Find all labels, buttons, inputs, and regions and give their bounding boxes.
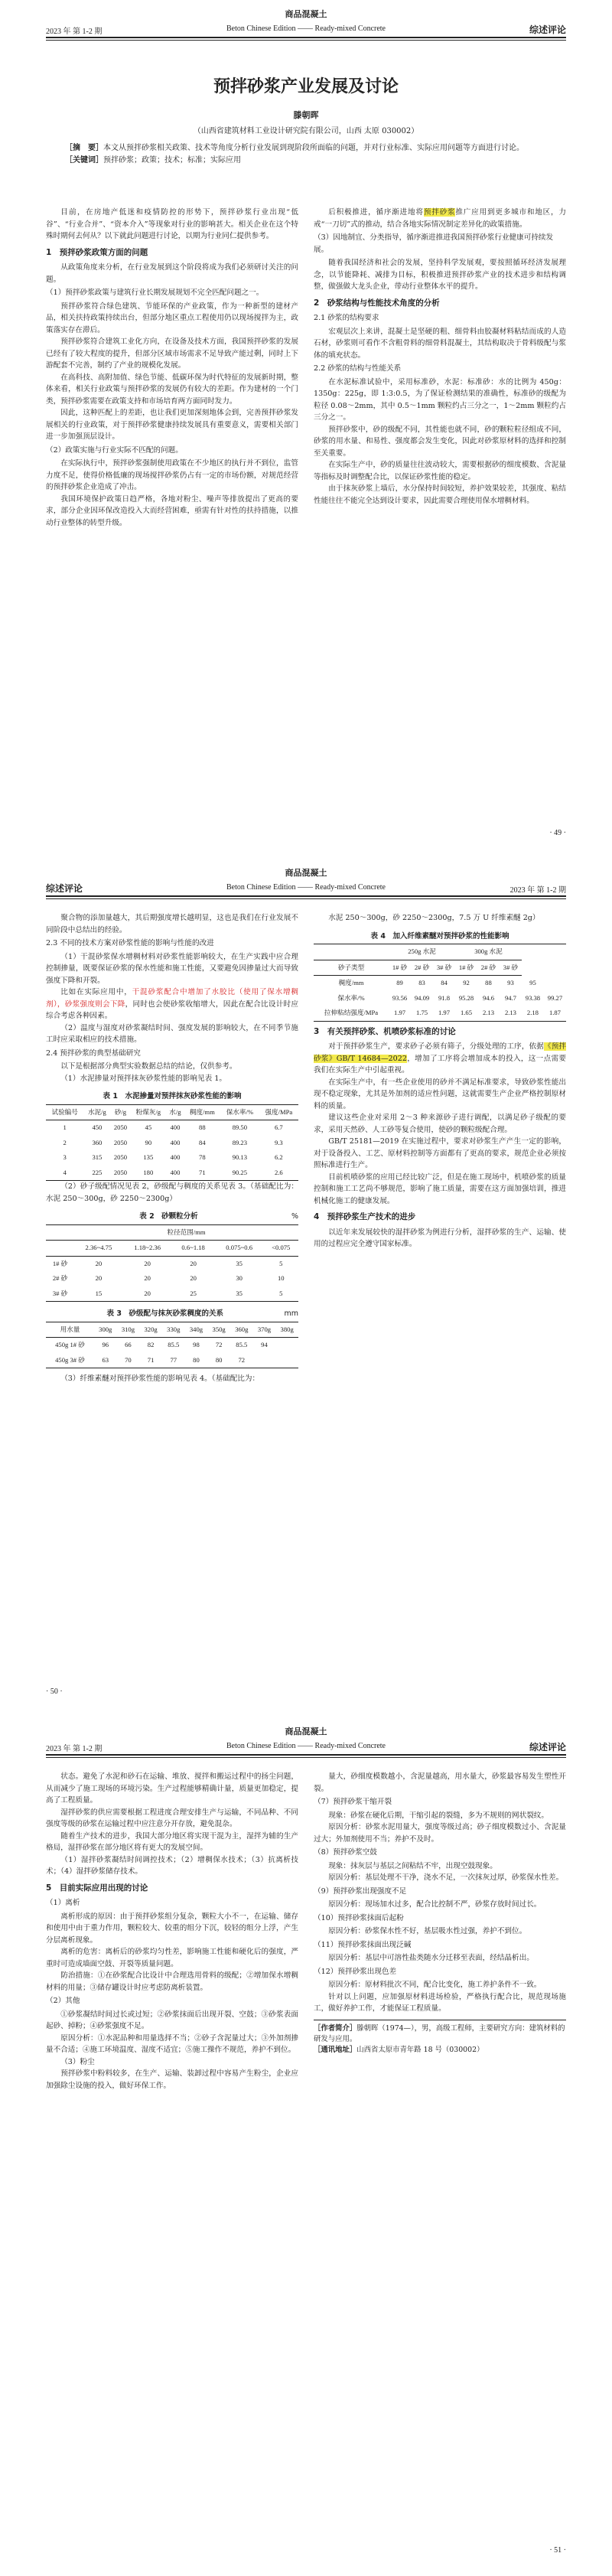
subsection-heading: （10）预拌砂浆抹面后起粉 bbox=[314, 1913, 404, 1922]
table-header-cell: <0.075 bbox=[264, 1241, 298, 1257]
table-cell: 93 bbox=[507, 979, 514, 986]
table-header-cell: 3# 砂 bbox=[500, 960, 522, 976]
table-cell: 1.65 bbox=[460, 1009, 473, 1016]
paragraph-fragment: ，增加了工序将会增加成本的投入，这一点需要我们在实际生产中引起重视。 bbox=[314, 1054, 566, 1074]
table-cell: 2.13 bbox=[482, 1009, 494, 1016]
table-cell: 拉伸粘结强度/MPa bbox=[324, 1009, 379, 1016]
table2-caption bbox=[46, 1211, 298, 1223]
table-cell: 80 bbox=[215, 1355, 223, 1364]
subsection-heading: （2）政策实施与行业实际不匹配的问题。 bbox=[46, 445, 183, 455]
article-author: 滕朝晖 bbox=[293, 110, 319, 120]
table4-body bbox=[314, 976, 566, 1022]
table2-caption-text: 表 2 砂颗粒分析 bbox=[139, 1212, 198, 1221]
table3-body bbox=[46, 1338, 298, 1368]
page1-left-column bbox=[46, 207, 298, 529]
table-cell: 1.97 bbox=[394, 1009, 406, 1016]
keywords bbox=[65, 155, 547, 167]
table-header-cell: 0.6~1.18 bbox=[172, 1241, 215, 1257]
table-cell: 2050 bbox=[113, 1153, 128, 1161]
table-header-cell: 310g bbox=[117, 1322, 140, 1338]
table-row bbox=[314, 1006, 566, 1021]
table-cell: 4 bbox=[63, 1168, 67, 1176]
table-header-cell: 粉煤灰/g bbox=[130, 1104, 166, 1120]
table-cell: 15 bbox=[95, 1289, 103, 1297]
table3-caption-text: 表 3 砂级配与抹灰砂浆稠度的关系 bbox=[106, 1309, 223, 1318]
table-cell: 84 bbox=[441, 979, 448, 986]
table-cell: 5 bbox=[279, 1289, 283, 1297]
section-heading: 2 砂浆结构与性能技术角度的分析 bbox=[314, 298, 440, 308]
contact-info bbox=[314, 2045, 566, 2056]
table-cell: 315 bbox=[92, 1153, 103, 1161]
page2-right-column bbox=[314, 912, 566, 1251]
table3-caption bbox=[46, 1308, 298, 1320]
table-cell: 2# 砂 bbox=[52, 1274, 68, 1282]
table-cell: 85.5 bbox=[168, 1341, 180, 1348]
table-row bbox=[46, 1256, 298, 1271]
header-rule-thin bbox=[46, 40, 566, 41]
author-footnote bbox=[314, 2020, 566, 2056]
table-cell: 400 bbox=[170, 1168, 181, 1176]
paragraph: 原因分析：砂浆保水性不好，基层吸水性过强，养护不到位。 bbox=[328, 1927, 527, 1935]
table-cell: 94 bbox=[261, 1341, 268, 1348]
table-cell: 35 bbox=[236, 1259, 243, 1267]
table-cell: 80 bbox=[193, 1355, 200, 1364]
red-annotated-text: 干混砂浆配合中增加了水胶比（使用了保水增稠剂），砂浆强度则会下降 bbox=[46, 988, 299, 1009]
abstract-label: ［摘 要］ bbox=[65, 144, 103, 152]
keywords-label: ［关键词］ bbox=[65, 156, 103, 165]
table-cell bbox=[253, 1353, 276, 1368]
author-info-label: ［作者简介］ bbox=[314, 2023, 357, 2033]
table1-header-row bbox=[46, 1104, 298, 1120]
page2-right-bottom bbox=[314, 1211, 566, 1251]
journal-brand: 商品混凝土 bbox=[285, 9, 327, 19]
table-cell bbox=[275, 1338, 298, 1353]
paragraph: 宏观层次上来讲，混凝土是坚硬的粗、细骨料由胶凝材料粘结而成的人造石材，砂浆则可看作不含粗骨料的细骨料混凝土，其结构取决于骨料级配与浆体的填充状态。 bbox=[314, 327, 566, 360]
paragraph: 预拌砂浆符合绿色建筑、节能环保的产业政策，作为一种新型的建材产品，相关扶持政策持续出台，但部分地区重点工程使用仍以现场搅拌为主，政策落实存在滞后。 bbox=[46, 302, 298, 334]
paragraph: 聚合物的添加量越大，其后期强度增长越明显，这也是我们在行业发展不同阶段中总结出的经验。 bbox=[46, 914, 298, 934]
subsection-heading: 2.2 砂浆的结构与性能关系 bbox=[314, 364, 402, 373]
paragraph: 预拌砂浆中粉料较多，在生产、运输、装卸过程中容易产生粉尘，企业应加强除尘设施的投入，做好环保工作。 bbox=[46, 2069, 298, 2090]
table-header-cell: 360g bbox=[230, 1322, 253, 1338]
subsection-heading: （11）预拌砂浆抹面出现泛碱 bbox=[314, 1940, 412, 1949]
table-header-cell: 340g bbox=[185, 1322, 208, 1338]
subsection-heading: 2.4 预拌砂浆的典型基础研究 bbox=[46, 1048, 141, 1058]
contact-text: 山西省太原市青年路 18 号（030002） bbox=[356, 2045, 484, 2054]
paragraph: 湿拌砂浆的供应需要根据工程进度合理安排生产与运输，不同品种、不同强度等级的砂浆在运输过程中应注意分开存放，避免混杂。 bbox=[46, 1808, 298, 1828]
issue-label: 2023 年 第 1-2 期 bbox=[46, 28, 103, 36]
subsection-heading: （9）预拌砂浆出现强度不足 bbox=[314, 1886, 407, 1896]
page-number: · 50 · bbox=[46, 1687, 63, 1696]
table-header-cell bbox=[46, 1241, 74, 1257]
paragraph: 原因分析：砂浆水泥用量大，强度等级过高；砂子细度模数过小、含泥量过大；外加剂使用不当；养护不及时。 bbox=[314, 1823, 566, 1844]
table-header-cell: 砂子类型 bbox=[314, 960, 389, 976]
table-header-cell: 300g bbox=[94, 1322, 117, 1338]
table-row bbox=[46, 1271, 298, 1286]
table-cell: 9.3 bbox=[274, 1138, 283, 1146]
abstract-block bbox=[65, 142, 547, 167]
page3-right-column bbox=[314, 1771, 566, 2056]
subsection-heading: （7）预拌砂浆干缩开裂 bbox=[314, 1798, 392, 1806]
highlighted-term: 预拌砂浆 bbox=[423, 208, 456, 217]
section-heading: 1 预拌砂浆政策方面的问题 bbox=[46, 247, 148, 257]
table-cell: 2.13 bbox=[504, 1009, 516, 1016]
journal-brand: 商品混凝土 bbox=[285, 1727, 327, 1736]
table-cell: 93.38 bbox=[525, 993, 541, 1002]
table-row bbox=[46, 1150, 298, 1166]
table-cell: 400 bbox=[170, 1153, 181, 1161]
table-header-cell: 水/g bbox=[166, 1104, 184, 1120]
running-header bbox=[46, 866, 566, 909]
table-row bbox=[314, 991, 566, 1006]
paragraph: 在水泥标准试验中，采用标准砂，水泥：标准砂：水的比例为 450g：1350g：225g，即 1:3:0.5，为了保证检测结果的准确性，标准砂的级配为粒径 0.08～2mm，其中 0.5～1mm 颗粒约占三分之一，1～2mm 颗粒约占三分之一。 bbox=[314, 377, 566, 422]
table-cell: 20 bbox=[144, 1259, 151, 1267]
paragraph: GB/T 25181—2019 在实施过程中，要求对砂浆生产产生一定的影响，对于设备投入、工艺、原材料控制等方面都有了更高的要求，规范企业必须按照标准进行生产。 bbox=[314, 1137, 566, 1169]
table-header-cell: 稠度/mm bbox=[184, 1104, 220, 1120]
table-cell: 92 bbox=[463, 979, 470, 986]
table2-unit: % bbox=[291, 1212, 298, 1221]
page2-left-column bbox=[46, 912, 298, 1385]
paragraph: 原因分析：现场加水过多，配合比控制不严，砂浆存放时间过长。 bbox=[328, 1900, 542, 1909]
table-cell: 135 bbox=[143, 1153, 154, 1161]
contact-label: ［通讯地址］ bbox=[314, 2045, 357, 2054]
page2-left-bottom bbox=[46, 1373, 298, 1385]
table-header-cell: 1# 砂 bbox=[389, 960, 411, 976]
table-cell: 1# 砂 bbox=[52, 1259, 68, 1267]
paragraph: 在实际生产中，有一些企业使用的砂并不满足标准要求，导致砂浆性能出现不稳定现象，尤其是外加剂的适应性问题，这就需要生产企业严格控制原材料的质量。 bbox=[314, 1078, 566, 1110]
paragraph: 原因分析：基层中可溶性盐类随水分迁移至表面，经结晶析出。 bbox=[328, 1954, 534, 1962]
table4-caption: 表 4 加入纤维素醚对预拌砂浆的性能影响 bbox=[370, 931, 509, 941]
table-cell: 2050 bbox=[113, 1168, 128, 1176]
paragraph: 建议这些企业对采用 2～3 种来源砂子进行调配，以满足砂子级配的要求，采用天然砂、人工砂等复合使用，使砂的颗粒级配合理。 bbox=[314, 1114, 566, 1134]
table-cell: 20 bbox=[95, 1259, 103, 1267]
page-number: · 49 · bbox=[549, 829, 566, 837]
table-cell: 1.75 bbox=[416, 1009, 428, 1016]
table-cell: 88 bbox=[199, 1123, 206, 1131]
table-header-cell: 1.18~2.36 bbox=[123, 1241, 172, 1257]
page2-right-mid bbox=[314, 1026, 566, 1208]
table3-unit: mm bbox=[284, 1309, 298, 1318]
paragraph: 防治措施：①在砂浆配合比设计中合理选用骨料的级配；②增加保水增稠材料的用量；③储存罐设计时应考虑防离析装置。 bbox=[46, 1971, 298, 1992]
table-header-cell: 320g bbox=[139, 1322, 162, 1338]
paragraph: （2）砂子级配情况见表 2，砂级配与稠度的关系见表 3。（基础配比为：水泥 250～300g，砂 2250～2300g） bbox=[46, 1182, 298, 1203]
paragraph: 现象：砂浆在硬化后期，干缩引起的裂缝，多为不规则的网状裂纹。 bbox=[328, 1811, 549, 1820]
header-rule-thin bbox=[46, 1757, 566, 1758]
page3-left-column bbox=[46, 1771, 298, 2092]
table-cell: 93.56 bbox=[392, 993, 408, 1002]
table-cell: 3# 砂 bbox=[52, 1289, 68, 1297]
paragraph: 原因分析：原材料批次不同，配合比变化，施工养护条件不一致。 bbox=[328, 1981, 542, 1989]
header-rule-thin bbox=[46, 898, 566, 899]
table-cell: 2 bbox=[63, 1138, 67, 1146]
table-cell: 90.13 bbox=[232, 1153, 248, 1161]
table-row bbox=[46, 1166, 298, 1181]
table-cell: 77 bbox=[170, 1355, 177, 1364]
table4-group-row bbox=[314, 944, 566, 960]
table-cell: 30 bbox=[236, 1274, 243, 1282]
paragraph: 原因分析：①水泥品种和用量选择不当；②砂子含泥量过大；③外加剂掺量不合适；④施工环境温度、湿度不适宜；⑤施工操作不规范，养护不到位。 bbox=[46, 2033, 298, 2054]
paragraph: 预拌砂浆符合建筑工业化方向，在设备及技术方面，我国预拌砂浆的发展已经有了较大程度的提升，但部分区域市场需求不足导致产能过剩，同时上下游配套不完善，制约了产业的规模化发展。 bbox=[46, 337, 298, 370]
table-row bbox=[46, 1353, 298, 1368]
table-cell: 20 bbox=[95, 1274, 103, 1282]
table-cell: 96 bbox=[102, 1341, 109, 1348]
subsection-heading: 2.3 不同的技术方案对砂浆性能的影响与性能的改进 bbox=[46, 939, 214, 947]
table-header-cell: 3# 砂 bbox=[433, 960, 455, 976]
table-header-cell: 强度/MPa bbox=[259, 1104, 298, 1120]
table-cell: 94.6 bbox=[482, 993, 494, 1002]
table-cell: 94.09 bbox=[414, 993, 430, 1002]
table-cell: 360 bbox=[92, 1138, 103, 1146]
paragraph: 针对以上问题，应加强原材料进场检验，严格执行配合比，规范现场施工，做好养护工作，才能保证工程质量。 bbox=[314, 1992, 566, 2013]
page2-left-top bbox=[46, 912, 298, 1084]
table-cell: 72 bbox=[215, 1341, 223, 1348]
table-cell: 89.50 bbox=[232, 1123, 248, 1131]
table-cell: 71 bbox=[199, 1168, 206, 1176]
subsection-heading: （12）预拌砂浆出现色差 bbox=[314, 1967, 397, 1976]
table-cell: 20 bbox=[190, 1274, 197, 1282]
paragraph: 离析的危害：离析后的砂浆均匀性差，影响施工性能和硬化后的强度，严重时可造成墙面空鼓、开裂等质量问题。 bbox=[46, 1948, 298, 1968]
page2-left-mid bbox=[46, 1181, 298, 1205]
table-cell: 89.23 bbox=[232, 1138, 248, 1146]
table-cell: 91.8 bbox=[438, 993, 451, 1002]
table-cell: 稠度/mm bbox=[338, 979, 364, 986]
table-header-cell: 水泥/g bbox=[83, 1104, 110, 1120]
table-cell: 180 bbox=[143, 1168, 154, 1176]
table-cell: 3 bbox=[63, 1153, 67, 1161]
table-cell: 78 bbox=[199, 1153, 206, 1161]
table-cell: 400 bbox=[170, 1123, 181, 1131]
author-info bbox=[314, 2023, 566, 2045]
table-header-cell: 350g bbox=[207, 1322, 230, 1338]
table-cell: 25 bbox=[190, 1289, 197, 1297]
paragraph: 原因分析：基层处理不干净，浇水不足，一次抹灰过厚，砂浆保水性差。 bbox=[328, 1873, 564, 1882]
table-cell: 63 bbox=[102, 1355, 109, 1364]
table-cell: 72 bbox=[238, 1355, 246, 1364]
journal-edition: Beton Chinese Edition —— Ready-mixed Concrete bbox=[226, 1742, 386, 1750]
paragraph: 我国环境保护政策日趋严格，各地对粉尘、噪声等排放提出了更高的要求，部分企业因环保改造投入大而经营困难，亟需有针对性的扶持措施，以推动行业整体的转型升级。 bbox=[46, 494, 298, 527]
table-cell: 84 bbox=[199, 1138, 206, 1146]
table-cell: 95 bbox=[529, 978, 536, 986]
table-cell: 95.28 bbox=[458, 993, 474, 1002]
table-cell: 6.2 bbox=[274, 1153, 283, 1161]
table-header-cell: 370g bbox=[253, 1322, 276, 1338]
table-cell: 88 bbox=[485, 979, 492, 986]
paragraph: 预拌砂浆中，砂的级配不同，其性能也就不同，砂的颗粒粒径组成不同，砂浆的用水量、和易性、强度都会发生变化，因此对砂浆原材料的选择和控制至关重要。 bbox=[314, 425, 566, 458]
table-cell: 450g 1# 砂 bbox=[55, 1341, 85, 1348]
paragraph: 在实际生产中，砂的质量往往波动较大，需要根据砂的细度模数、含泥量等指标及时调整配合比，以保证砂浆性能的稳定。 bbox=[314, 461, 566, 481]
page1-right-column bbox=[314, 207, 566, 507]
column-label: 综述评论 bbox=[46, 883, 83, 894]
paragraph: 从政策角度来分析，在行业发展到这个阶段将成为我们必须研讨关注的问题。 bbox=[46, 263, 298, 284]
table-row bbox=[46, 1136, 298, 1151]
table2-group-header: 粒径范围/mm bbox=[74, 1224, 298, 1241]
table-cell: 2.6 bbox=[274, 1168, 283, 1176]
table-header-cell: 330g bbox=[162, 1322, 185, 1338]
table-cell: 20 bbox=[144, 1289, 151, 1297]
header-rule bbox=[46, 1754, 566, 1756]
table2-header-row bbox=[46, 1241, 298, 1257]
table-header-cell: 2.36~4.75 bbox=[74, 1241, 123, 1257]
paragraph: 离析形成的原因：由于预拌砂浆组分复杂，颗粒大小不一，在运输、储存和使用中由于重力作用，颗粒较大、较重的组分下沉，较轻的组分上浮，产生分层离析现象。 bbox=[46, 1912, 298, 1945]
abstract bbox=[65, 142, 547, 155]
paragraph: 后积极推进，循序渐进地将预拌砂浆推广应用到更多城市和地区，力戒“一刀切”式的推动，结合各地实际情况制定差异化的政策措施。 bbox=[314, 208, 567, 229]
table-cell: 82 bbox=[147, 1341, 155, 1348]
table-cell: 1 bbox=[63, 1123, 67, 1131]
section-heading: 5 目前实际应用出现的讨论 bbox=[46, 1883, 148, 1893]
paragraph: 目前，在房地产低迷和疫情防控的形势下，预拌砂浆行业出现“低谷”、“行业合并”、“资本介入”等现象对行业的影响甚大。相关企业在这个特殊时期何去何从？以下就此问题进行讨论，以期为行业同仁提供参考。 bbox=[46, 208, 298, 240]
paragraph: 在高科技、高附加值、绿色节能、低碳环保为时代特征的发展新时期，整体来看，相关行业政策与预拌砂浆的发展仍有较大的差距。作为建材的一个门类，预拌砂浆需要在政策支持和市场培育两方面同时发力。 bbox=[46, 373, 298, 406]
table-cell: 94.7 bbox=[504, 993, 516, 1002]
table-cell bbox=[275, 1353, 298, 1368]
table-header-cell: 保水率/% bbox=[220, 1104, 259, 1120]
paragraph: 现象：抹灰层与基层之间粘结不牢，出现空鼓现象。 bbox=[328, 1861, 497, 1870]
page-3 bbox=[0, 1717, 612, 2576]
table-header-cell: 2# 砂 bbox=[477, 960, 500, 976]
paragraph: （3）纤维素醚对预拌砂浆性能的影响见表 4。（基础配比为： bbox=[60, 1374, 260, 1383]
subsection-heading: 2.1 砂浆的结构要求 bbox=[314, 314, 379, 322]
abstract-text: 本文从预拌砂浆相关政策、技术等角度分析行业发展到现阶段所面临的问题，并对行业标准、实际应用问题等方面进行讨论。 bbox=[103, 144, 524, 152]
subsection-heading: （1）离析 bbox=[46, 1899, 80, 1907]
table-cell: 450 bbox=[92, 1123, 103, 1131]
table-row bbox=[46, 1286, 298, 1302]
paragraph: 因此，这种匹配上的差距，也让我们更加深刻地体会到，完善预拌砂浆发展相关的行业政策，对于预拌砂浆健康持续发展具有重要意义，需要相关部门进一步加强顶层设计。 bbox=[46, 409, 298, 441]
section-heading: 4 预拌砂浆生产技术的进步 bbox=[314, 1212, 416, 1221]
article-affiliation: （山西省建筑材料工业设计研究院有限公司，山西 太原 030002） bbox=[193, 127, 419, 135]
table-header-cell: 380g bbox=[275, 1322, 298, 1338]
table-cell: 1.87 bbox=[549, 1009, 561, 1016]
paragraph: 水泥 250～300g，砂 2250～2300g，7.5 万 U 纤维素醚 2g） bbox=[328, 914, 540, 922]
table3-header-row bbox=[46, 1322, 298, 1338]
table-row bbox=[46, 1338, 298, 1353]
table-row bbox=[314, 976, 566, 991]
subsection-heading: （8）预拌砂浆空鼓 bbox=[314, 1848, 377, 1857]
table-cell: 83 bbox=[418, 979, 425, 986]
table4-group1: 250g 水泥 bbox=[389, 944, 455, 960]
table3 bbox=[46, 1322, 298, 1369]
paragraph: （1）水泥掺量对预拌抹灰砂浆性能的影响见表 1。 bbox=[60, 1074, 226, 1083]
issue-label: 2023 年 第 1-2 期 bbox=[509, 886, 566, 895]
page-2 bbox=[0, 859, 612, 1717]
table-header-cell: 试验编号 bbox=[46, 1104, 83, 1120]
table-cell: 20 bbox=[144, 1274, 151, 1282]
paragraph: 随着生产技术的进步，我国大部分地区将实现干混为主，湿拌为辅的生产格局，湿拌砂浆在部分地区将有更大的发展空间。 bbox=[46, 1831, 298, 1852]
table-row bbox=[46, 1120, 298, 1136]
column-label: 综述评论 bbox=[529, 1742, 566, 1753]
table-cell: 400 bbox=[170, 1138, 181, 1146]
author-info-text: 滕朝晖（1974—），男，高级工程师，主要研究方向：建筑材料的研发与应用。 bbox=[314, 2023, 565, 2043]
table-cell: 10 bbox=[277, 1274, 285, 1282]
table1 bbox=[46, 1104, 298, 1182]
issue-label: 2023 年 第 1-2 期 bbox=[46, 1745, 103, 1753]
page3-right-flow bbox=[314, 1771, 566, 2015]
table2-group-row bbox=[46, 1224, 298, 1241]
table-cell: 98 bbox=[193, 1341, 200, 1348]
table-cell: 45 bbox=[145, 1123, 152, 1131]
article-title: 预拌砂浆产业发展及讨论 bbox=[213, 77, 399, 96]
table-cell: 35 bbox=[236, 1289, 243, 1297]
highlighted-standard: 《预拌砂浆》GB/T 14684—2022 bbox=[314, 1042, 567, 1063]
paragraph: （2）温度与湿度对砂浆凝结时间、强度发展的影响较大，在不同季节施工时应采取相应的技术措施。 bbox=[46, 1023, 298, 1044]
paragraph-fragment: ，同时也会使砂浆收缩增大，因此在配合比设计时应综合考虑各种因素。 bbox=[46, 999, 299, 1020]
column-label: 综述评论 bbox=[529, 24, 566, 35]
table2-body bbox=[46, 1256, 298, 1302]
journal-edition: Beton Chinese Edition —— Ready-mixed Concrete bbox=[226, 24, 386, 33]
table-cell: 89 bbox=[396, 979, 403, 986]
paragraph: 随着我国经济和社会的发展，坚持科学发展观，要按照循环经济发展理念，以节能降耗、减排为目标，积极推进预拌砂浆产业的技术进步和结构调整，做强做大龙头企业，带动行业整体水平的提升。 bbox=[314, 259, 566, 291]
table-cell: 5 bbox=[279, 1259, 283, 1267]
table-header-cell: 0.075~0.6 bbox=[215, 1241, 264, 1257]
table-cell: 85.5 bbox=[236, 1341, 248, 1348]
paragraph: 以下是根据部分典型实验数据总结的结论，仅供参考。 bbox=[60, 1062, 237, 1071]
paragraph: 由于抹灰砂浆上墙后，水分保持时间较短，养护效果较差，其强度、粘结性能往往不能完全达到设计要求，因此需要合理使用保水增稠材料。 bbox=[314, 484, 566, 505]
paragraph: （1）干混砂浆保水增稠材料对砂浆性能影响较大，在生产实践中应合理控制掺量，既要保证砂浆的保水性能和施工性能，又要避免因掺量过大而导致强度下降和开裂。 bbox=[46, 952, 298, 985]
table-header-cell: 用水量 bbox=[46, 1322, 94, 1338]
header-rule bbox=[46, 895, 566, 897]
table4-group2: 300g 水泥 bbox=[455, 944, 522, 960]
table4 bbox=[314, 944, 566, 1022]
table-header-cell: 2# 砂 bbox=[411, 960, 433, 976]
table1-caption: 表 1 水泥掺量对预拌抹灰砂浆性能的影响 bbox=[103, 1092, 242, 1101]
header-rule bbox=[46, 37, 566, 38]
page-1 bbox=[0, 0, 612, 859]
paragraph: （1）湿拌砂浆凝结时间调控技术；（2）增稠保水技术；（3）抗离析技术；（4）湿拌砂浆储存技术。 bbox=[46, 1855, 298, 1876]
keywords-text: 预拌砂浆；政策；技术；标准；实际应用 bbox=[103, 156, 241, 165]
page-number: · 51 · bbox=[549, 2546, 566, 2555]
journal-edition: Beton Chinese Edition —— Ready-mixed Concrete bbox=[226, 883, 386, 892]
table-cell: 2050 bbox=[113, 1138, 128, 1146]
paragraph: （3）粉尘 bbox=[60, 2057, 95, 2066]
table2 bbox=[46, 1224, 298, 1303]
table-cell: 2.18 bbox=[526, 1009, 539, 1016]
paragraph: ①砂浆凝结时间过长或过短；②砂浆抹面后出现开裂、空鼓；③砂浆表面起砂、掉粉；④砂浆强度不足。 bbox=[46, 2010, 298, 2030]
paragraph: 状态。避免了水泥和砂石在运输、堆放、搅拌和搬运过程中的扬尘问题，从而减少了施工现场的环境污染。生产过程能够精确计量，质量更加稳定，提高了工程质量。 bbox=[46, 1772, 298, 1805]
table-header-cell: 砂/g bbox=[110, 1104, 130, 1120]
page2-right-top bbox=[314, 912, 566, 924]
table4-header-row bbox=[314, 960, 566, 976]
paragraph: 量大，砂细度模数越小，含泥量越高，用水量大，砂浆最容易发生塑性开裂。 bbox=[314, 1772, 566, 1793]
table-cell: 450g 3# 砂 bbox=[55, 1355, 85, 1364]
table-cell: 71 bbox=[147, 1355, 155, 1364]
table-cell: 1.97 bbox=[438, 1009, 451, 1016]
subsection-heading: （2）其他 bbox=[46, 1997, 80, 2005]
section-heading: 3 有关预拌砂浆、机喷砂浆标准的讨论 bbox=[314, 1026, 456, 1036]
subsection-heading: （3）因地制宜、分类指导，循序渐进推进我国预拌砂浆行业健康可持续发展。 bbox=[314, 233, 554, 254]
subsection-heading: （1）预拌砂浆政策与建筑行业长期发展规划不完全匹配问题之一。 bbox=[46, 289, 264, 297]
paragraph: 目前机喷砂浆的应用已经比较广泛，但是在施工现场中，机喷砂浆的质量控制和施工工艺尚不够规范，影响了施工质量，需要在这方面加强培训，推进机械化施工的健康发展。 bbox=[314, 1172, 566, 1205]
running-header bbox=[46, 1725, 566, 1768]
running-header bbox=[46, 8, 566, 51]
table-cell: 保水率/% bbox=[337, 993, 365, 1002]
paragraph: 对于预拌砂浆生产，要求砂子必须有筛子，分级处理的工序，依据《预拌砂浆》GB/T 14684—2022，增加了工序将会增加成本的投入，这一点需要我们在实际生产中引起重视。 bbox=[314, 1042, 567, 1074]
table-cell: 70 bbox=[125, 1355, 132, 1364]
table-cell: 2050 bbox=[113, 1123, 128, 1131]
paragraph: 以近年来发展较快的湿拌砂浆为例进行分析，湿拌砂浆的生产、运输、使用的过程应完全遵守国家标准。 bbox=[314, 1228, 566, 1248]
table1-body bbox=[46, 1120, 298, 1181]
table-cell: 66 bbox=[125, 1341, 132, 1348]
table-cell: 90 bbox=[145, 1138, 152, 1146]
table-cell: 90.25 bbox=[232, 1168, 248, 1176]
table-cell: 225 bbox=[92, 1168, 103, 1176]
journal-brand: 商品混凝土 bbox=[285, 868, 327, 878]
table-cell: 99.27 bbox=[547, 993, 563, 1002]
table-header-cell: 1# 砂 bbox=[455, 960, 477, 976]
paragraph: 在实际执行中，预拌砂浆强制使用政策在不少地区的执行并不到位，监管力度不足，使得价格低廉的现场搅拌砂浆仍占有一定的市场份额，对规范经营的预拌砂浆企业造成了冲击。 bbox=[46, 459, 298, 491]
table-cell: 6.7 bbox=[274, 1123, 283, 1131]
paragraph: 比如在实际应用中，干混砂浆配合中增加了水胶比（使用了保水增稠剂），砂浆强度则会下降，同时也会使砂浆收缩增大，因此在配合比设计时应综合考虑各种因素。 bbox=[46, 988, 299, 1020]
table-cell: 20 bbox=[190, 1259, 197, 1267]
